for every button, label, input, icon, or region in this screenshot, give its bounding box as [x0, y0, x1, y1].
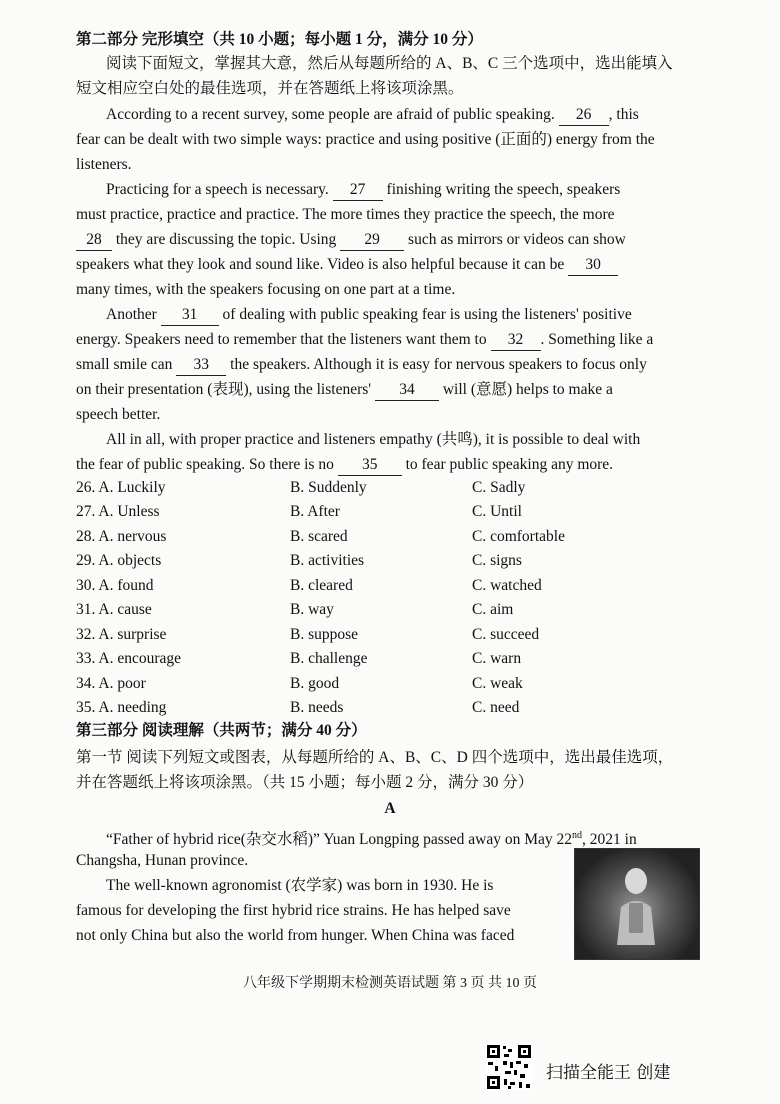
- option-b: B. way: [290, 601, 334, 618]
- passage-line: [76, 330, 706, 351]
- blank-34: 34: [375, 380, 439, 401]
- passage-text: the fear of public speaking. So there is no: [76, 456, 334, 473]
- reading-text: “Father of hybrid rice(杂交水稻)” Yuan Longping passed away on May 22: [106, 831, 573, 849]
- passage-text: on their presentation (表现), using the listeners': [76, 381, 372, 398]
- section3-heading: 第三部分 阅读理解（共两节；满分 40 分）: [76, 722, 367, 739]
- section2-heading: 第二部分 完形填空（共 10 小题；每小题 1 分，满分 10 分）: [76, 31, 483, 48]
- option-c: C. aim: [472, 601, 514, 618]
- blank-33: 33: [176, 355, 226, 376]
- option-c: C. succeed: [472, 626, 540, 643]
- option-b: B. cleared: [290, 577, 353, 594]
- blank-30: 30: [568, 255, 618, 276]
- option-c: C. watched: [472, 577, 542, 594]
- reading-line: not only China but also the world from hunger. When China was faced: [76, 927, 515, 944]
- passage-line: [106, 105, 706, 126]
- option-a: 34. A. poor: [76, 675, 146, 692]
- option-a: 28. A. nervous: [76, 528, 167, 545]
- passage-line: [76, 355, 706, 376]
- option-b: B. scared: [290, 528, 348, 545]
- reading-superscript: nd: [572, 830, 583, 841]
- option-a: 35. A. needing: [76, 699, 167, 716]
- option-a: 27. A. Unless: [76, 503, 160, 520]
- passage-text: to fear public speaking any more.: [405, 456, 614, 473]
- option-b: B. activities: [290, 552, 365, 569]
- passage-text: the speakers. Although it is easy for nervous speakers to focus only: [230, 356, 647, 373]
- passage-line: [76, 380, 706, 401]
- passage-line: [106, 305, 706, 326]
- person-silhouette-icon: [613, 865, 659, 945]
- passage-line: [106, 180, 706, 201]
- yuan-longping-photo: [574, 848, 700, 960]
- option-a: 31. A. cause: [76, 601, 152, 618]
- passage-line: many times, with the speakers focusing on one part at a time.: [76, 281, 456, 298]
- passage-text: Practicing for a speech is necessary.: [106, 181, 329, 198]
- passage-text: finishing writing the speech, speakers: [386, 181, 621, 198]
- option-a: 33. A. encourage: [76, 650, 182, 667]
- passage-line: listeners.: [76, 156, 132, 173]
- option-c: C. Sadly: [472, 479, 526, 496]
- passage-text: , this: [608, 106, 639, 123]
- passage-text: such as mirrors or videos can show: [408, 231, 626, 248]
- reading-line: [106, 826, 706, 850]
- option-b: B. needs: [290, 699, 344, 716]
- blank-27: 27: [333, 180, 383, 201]
- passage-text: will (意愿) helps to make a: [442, 381, 613, 398]
- option-b: B. After: [290, 503, 340, 520]
- option-a: 32. A. surprise: [76, 626, 167, 643]
- section3-instruction-2: 并在答题纸上将该项涂黑。（共 15 小题；每小题 2 分，满分 30 分）: [76, 774, 534, 791]
- blank-26: 26: [559, 105, 609, 126]
- option-b: B. Suddenly: [290, 479, 367, 496]
- passage-title: A: [384, 800, 396, 817]
- passage-text: energy. Speakers need to remember that the listeners want them to: [76, 331, 487, 348]
- reading-text: , 2021 in: [582, 831, 637, 849]
- blank-28: 28: [76, 230, 112, 251]
- section3-instruction-1: 第一节 阅读下列短文或图表，从每题所给的 A、B、C、D 四个选项中，选出最佳选项，: [76, 749, 674, 766]
- option-b: B. challenge: [290, 650, 368, 667]
- qr-code-icon: [486, 1044, 532, 1090]
- option-c: C. comfortable: [472, 528, 565, 545]
- passage-line: [76, 255, 706, 276]
- page-footer: 八年级下学期期末检测英语试题 第 3 页 共 10 页: [243, 976, 537, 991]
- passage-line: fear can be dealt with two simple ways: practice and using positive (正面的) energy from the: [76, 131, 655, 148]
- passage-text: According to a recent survey, some people are afraid of public speaking.: [106, 106, 555, 123]
- option-c: C. weak: [472, 675, 523, 692]
- passage-text: . Something like a: [540, 331, 654, 348]
- blank-29: 29: [340, 230, 404, 251]
- option-a: 30. A. found: [76, 577, 154, 594]
- passage-text: of dealing with public speaking fear is using the listeners' positive: [222, 306, 632, 323]
- blank-35: 35: [338, 455, 402, 476]
- option-c: C. Until: [472, 503, 522, 520]
- option-c: C. signs: [472, 552, 522, 569]
- section2-instruction-1: 阅读下面短文，掌握其大意，然后从每题所给的 A、B、C 三个选项中，选出能填入: [106, 55, 673, 72]
- passage-line: [76, 455, 706, 476]
- option-c: C. warn: [472, 650, 522, 667]
- reading-line: Changsha, Hunan province.: [76, 852, 249, 869]
- option-a: 29. A. objects: [76, 552, 162, 569]
- option-b: B. suppose: [290, 626, 359, 643]
- blank-32: 32: [491, 330, 541, 351]
- reading-line: The well-known agronomist (农学家) was born in 1930. He is: [106, 877, 494, 894]
- option-b: B. good: [290, 675, 340, 692]
- reading-line: famous for developing the first hybrid rice strains. He has helped save: [76, 902, 511, 919]
- passage-text: Another: [106, 306, 157, 323]
- option-a: 26. A. Luckily: [76, 479, 166, 496]
- option-c: C. need: [472, 699, 520, 716]
- passage-line: All in all, with proper practice and listeners empathy (共鸣), it is possible to deal with: [106, 431, 641, 448]
- passage-line: speech better.: [76, 406, 161, 423]
- section2-instruction-2: 短文相应空白处的最佳选项，并在答题纸上将该项涂黑。: [76, 80, 464, 97]
- passage-text: small smile can: [76, 356, 173, 373]
- passage-line: [76, 230, 706, 251]
- passage-line: must practice, practice and practice. The more times they practice the speech, the more: [76, 206, 615, 223]
- scanner-watermark: 扫描全能王 创建: [546, 1063, 671, 1083]
- blank-31: 31: [161, 305, 219, 326]
- passage-text: they are discussing the topic. Using: [115, 231, 337, 248]
- passage-text: speakers what they look and sound like. Video is also helpful because it can be: [76, 256, 565, 273]
